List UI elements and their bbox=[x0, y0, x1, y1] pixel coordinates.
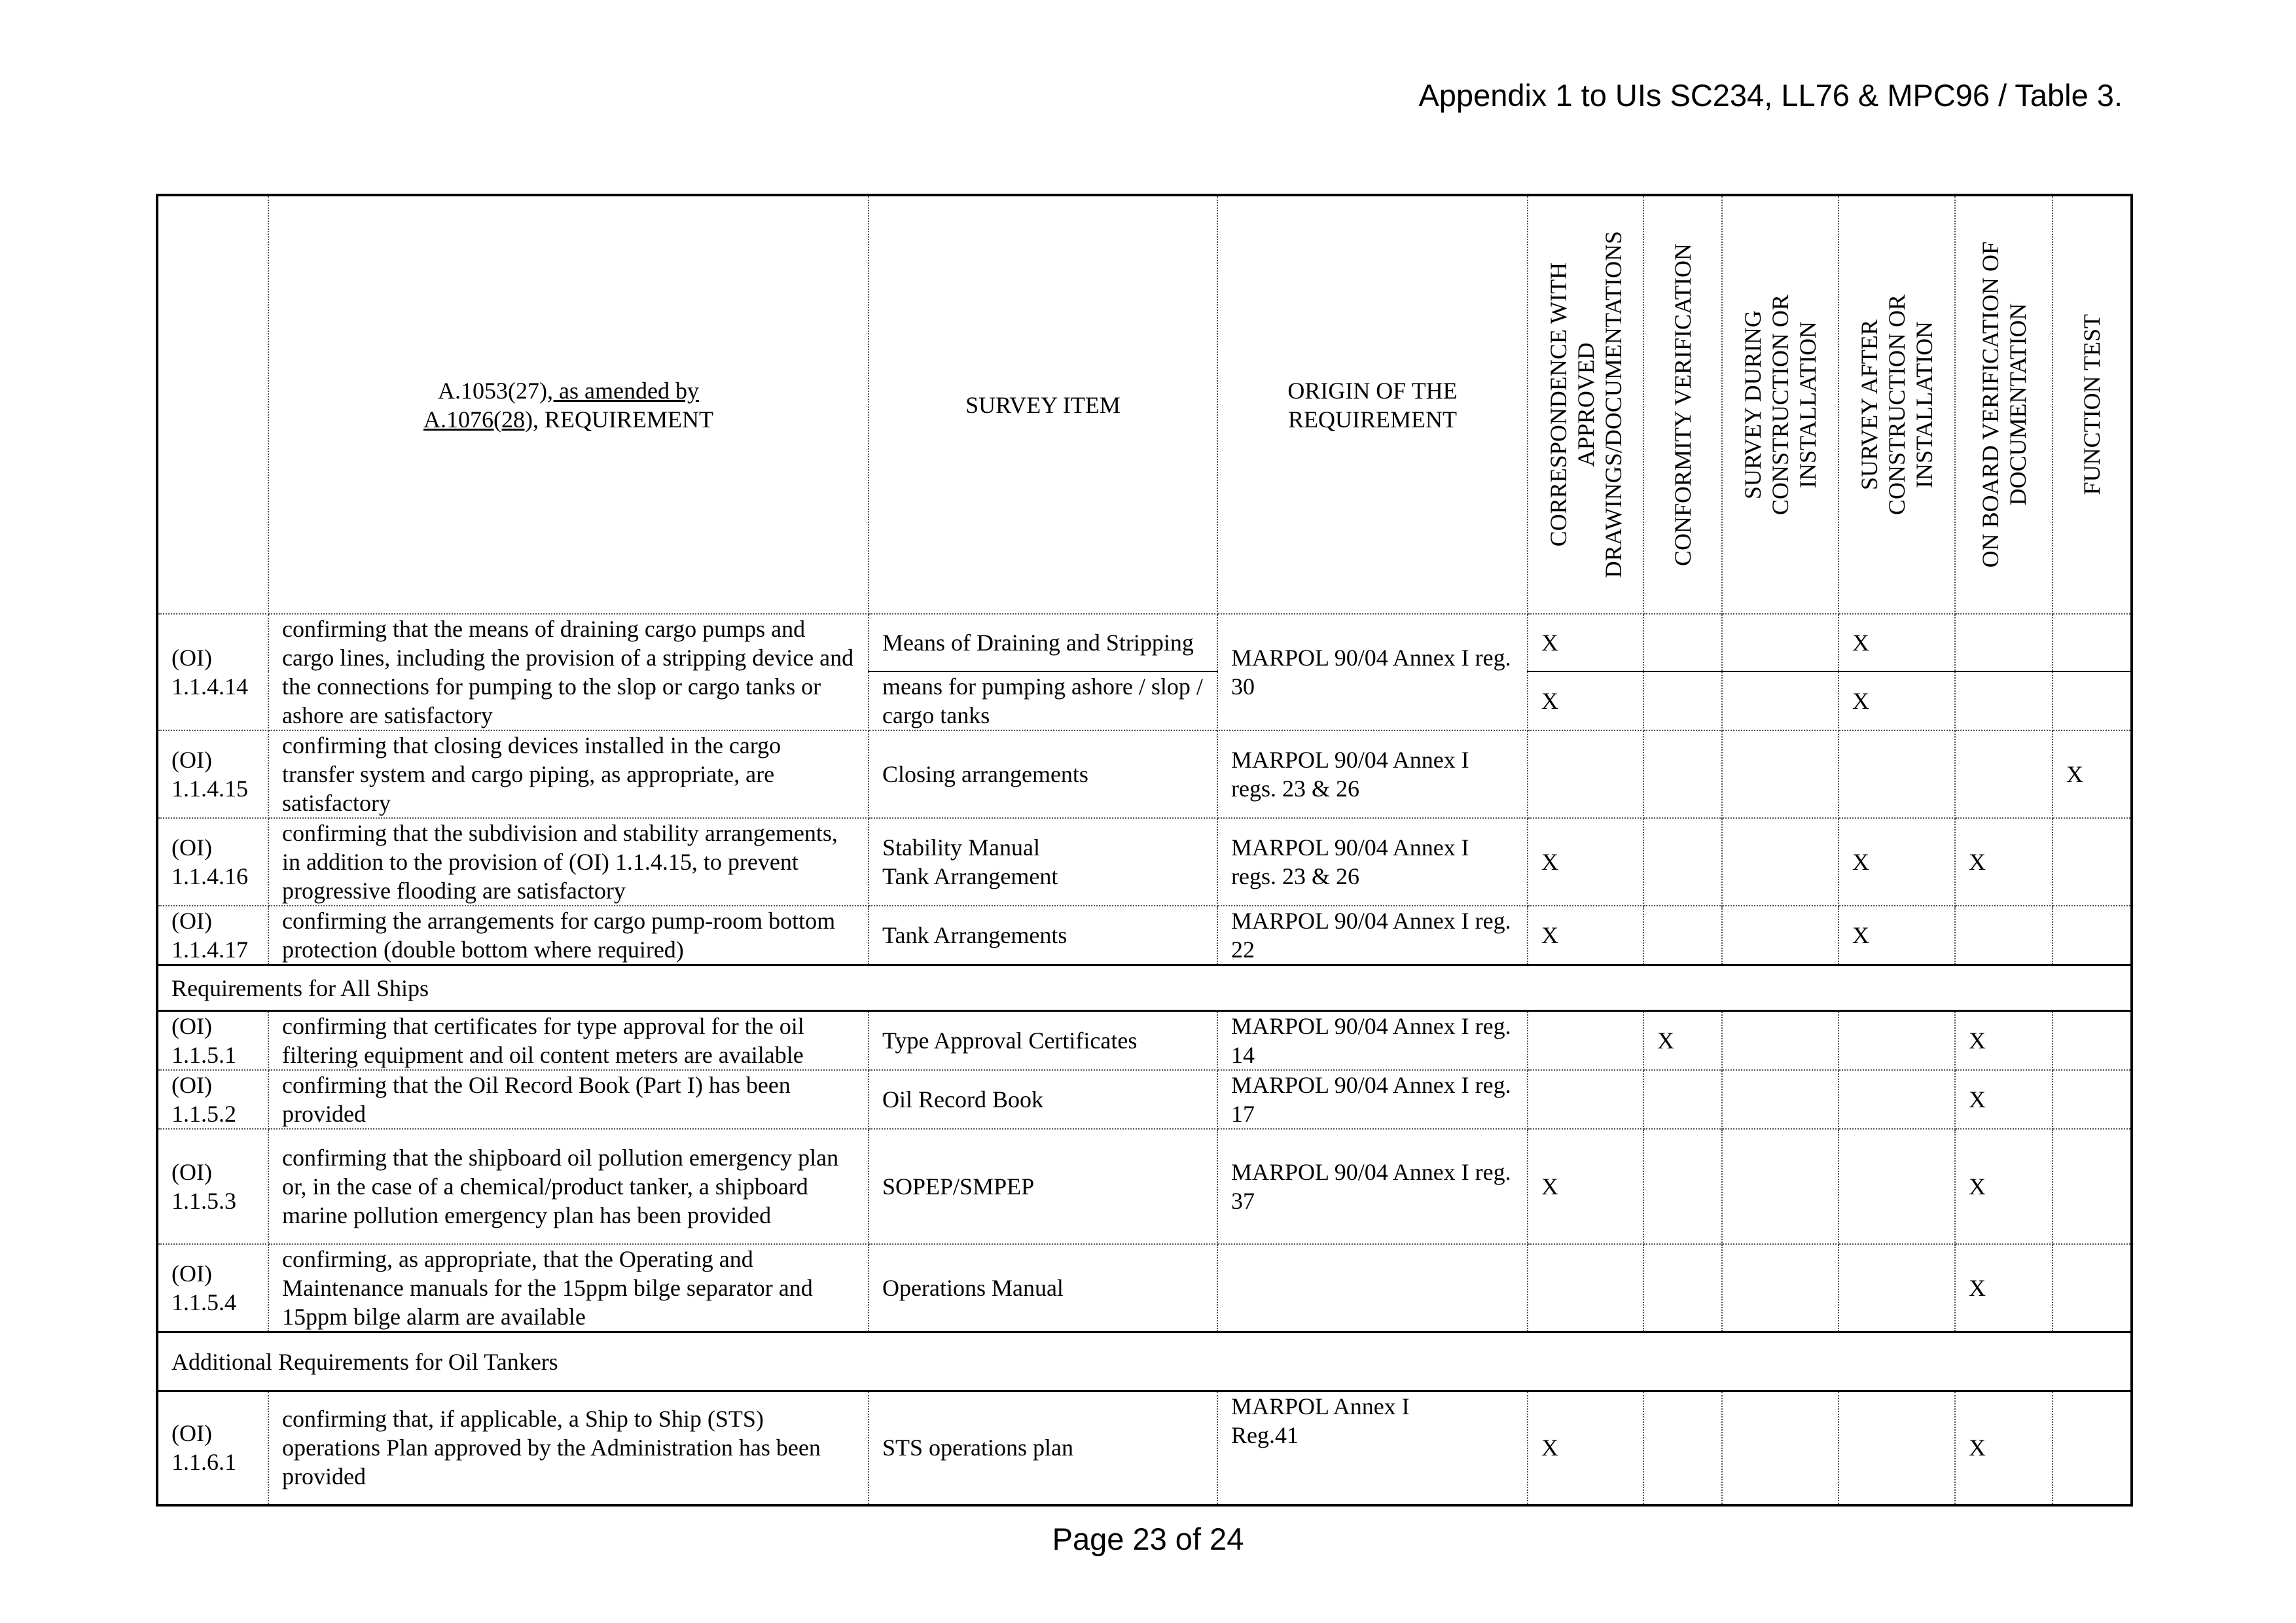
origin-header: ORIGIN OF THE REQUIREMENT bbox=[1217, 195, 1528, 614]
mark-cell bbox=[1643, 1129, 1722, 1244]
mark-cell bbox=[1643, 614, 1722, 671]
ref-cell: (OI) 1.1.5.3 bbox=[157, 1129, 268, 1244]
origin-cell: MARPOL 90/04 Annex I reg. 37 bbox=[1217, 1129, 1528, 1244]
mark-cell: X bbox=[1839, 671, 1955, 730]
mark-cell bbox=[1722, 671, 1839, 730]
origin-cell: MARPOL 90/04 Annex I regs. 23 & 26 bbox=[1217, 730, 1528, 818]
mark-cell bbox=[1722, 1391, 1839, 1505]
ref-cell: (OI) 1.1.5.1 bbox=[157, 1011, 268, 1071]
survey-item-cell: Means of Draining and Stripping bbox=[869, 614, 1217, 671]
origin-cell: MARPOL Annex I Reg.41 bbox=[1217, 1391, 1528, 1505]
survey-item-cell: Stability Manual Tank Arrangement bbox=[869, 818, 1217, 906]
mark-cell: X bbox=[1955, 1244, 2053, 1332]
section-row bbox=[157, 965, 2132, 1011]
section-row bbox=[157, 1332, 2132, 1391]
mark-cell bbox=[1722, 730, 1839, 818]
survey-item-cell: Type Approval Certificates bbox=[869, 1011, 1217, 1071]
mark-cell bbox=[2053, 614, 2132, 671]
mark-cell bbox=[1528, 730, 1643, 818]
ref-header bbox=[157, 195, 268, 614]
survey-item-cell: Closing arrangements bbox=[869, 730, 1217, 818]
mark-cell bbox=[1839, 1070, 1955, 1129]
requirement-cell: confirming that closing devices installed in the cargo transfer system and cargo piping, as appropriate, are satisfactory bbox=[268, 730, 869, 818]
mark-cell bbox=[1839, 730, 1955, 818]
survey-requirements-table bbox=[156, 194, 2133, 1507]
mark-cell bbox=[2053, 1070, 2132, 1129]
mark-cell bbox=[1528, 1011, 1643, 1071]
mark-cell bbox=[1722, 1070, 1839, 1129]
mark-cell bbox=[1722, 1129, 1839, 1244]
survey-during-header: SURVEY DURING CONSTRUCTION OR INSTALLATION bbox=[1722, 195, 1839, 614]
section-title-oil-tankers: Additional Requirements for Oil Tankers bbox=[157, 1332, 2132, 1391]
table-row bbox=[157, 1070, 2132, 1129]
page-header: Appendix 1 to UIs SC234, LL76 & MPC96 / Table 3. bbox=[1418, 78, 2123, 113]
mark-cell bbox=[1643, 671, 1722, 730]
survey-item-cell: Oil Record Book bbox=[869, 1070, 1217, 1129]
mark-cell bbox=[1722, 1244, 1839, 1332]
mark-cell: X bbox=[1528, 671, 1643, 730]
function-test-header: FUNCTION TEST bbox=[2053, 195, 2132, 614]
origin-cell: MARPOL 90/04 Annex I reg. 14 bbox=[1217, 1011, 1528, 1071]
survey-item-cell: means for pumping ashore / slop / cargo tanks bbox=[869, 671, 1217, 730]
mark-cell bbox=[1722, 614, 1839, 671]
mark-cell: X bbox=[2053, 730, 2132, 818]
mark-cell: X bbox=[1955, 1129, 2053, 1244]
table-row bbox=[157, 906, 2132, 965]
survey-item-cell: Tank Arrangements bbox=[869, 906, 1217, 965]
mark-cell: X bbox=[1528, 906, 1643, 965]
ref-cell: (OI) 1.1.4.17 bbox=[157, 906, 268, 965]
ref-cell: (OI) 1.1.4.14 bbox=[157, 614, 268, 730]
section-title-all-ships: Requirements for All Ships bbox=[157, 965, 2132, 1011]
mark-cell bbox=[2053, 1011, 2132, 1071]
mark-cell bbox=[1955, 614, 2053, 671]
mark-cell: X bbox=[1528, 818, 1643, 906]
survey-after-header: SURVEY AFTER CONSTRUCTION OR INSTALLATION bbox=[1839, 195, 1955, 614]
table-row bbox=[157, 1129, 2132, 1244]
mark-cell bbox=[1839, 1391, 1955, 1505]
mark-cell bbox=[1643, 730, 1722, 818]
table-row bbox=[157, 1244, 2132, 1332]
mark-cell bbox=[1643, 1244, 1722, 1332]
mark-cell bbox=[1955, 730, 2053, 818]
table-header-row bbox=[157, 195, 2132, 614]
origin-cell: MARPOL 90/04 Annex I reg. 30 bbox=[1217, 614, 1528, 730]
mark-cell: X bbox=[1643, 1011, 1722, 1071]
requirement-cell: confirming the arrangements for cargo pump-room bottom protection (double bottom where required) bbox=[268, 906, 869, 965]
mark-cell bbox=[1955, 906, 2053, 965]
mark-cell: X bbox=[1955, 1391, 2053, 1505]
table-row bbox=[157, 1011, 2132, 1071]
mark-cell bbox=[2053, 906, 2132, 965]
requirement-cell: confirming that certificates for type approval for the oil filtering equipment and oil content meters are available bbox=[268, 1011, 869, 1071]
mark-cell bbox=[2053, 1391, 2132, 1505]
requirement-cell: confirming that the Oil Record Book (Part I) has been provided bbox=[268, 1070, 869, 1129]
table-row bbox=[157, 730, 2132, 818]
ref-cell: (OI) 1.1.5.2 bbox=[157, 1070, 268, 1129]
mark-cell bbox=[1643, 1391, 1722, 1505]
mark-cell bbox=[1839, 1244, 1955, 1332]
mark-cell bbox=[1643, 906, 1722, 965]
table-row bbox=[157, 614, 2132, 671]
survey-item-header: SURVEY ITEM bbox=[869, 195, 1217, 614]
requirement-cell: confirming, as appropriate, that the Operating and Maintenance manuals for the 15ppm bilge separator and 15ppm bilge alarm are available bbox=[268, 1244, 869, 1332]
mark-cell bbox=[1839, 1129, 1955, 1244]
mark-cell bbox=[1528, 1244, 1643, 1332]
mark-cell bbox=[2053, 671, 2132, 730]
survey-item-cell: Operations Manual bbox=[869, 1244, 1217, 1332]
mark-cell: X bbox=[1528, 1129, 1643, 1244]
mark-cell bbox=[1643, 1070, 1722, 1129]
mark-cell bbox=[2053, 1244, 2132, 1332]
requirement-header: A.1053(27), as amended by A.1076(28), REQUIREMENT bbox=[268, 195, 869, 614]
page-footer: Page 23 of 24 bbox=[1052, 1522, 1244, 1556]
ref-cell: (OI) 1.1.4.15 bbox=[157, 730, 268, 818]
survey-item-cell: STS operations plan bbox=[869, 1391, 1217, 1505]
requirement-cell: confirming that the means of draining cargo pumps and cargo lines, including the provision of a stripping device and the connections for pumping to the slop or cargo tanks or ashore are satisfactory bbox=[268, 614, 869, 730]
mark-cell bbox=[1839, 1011, 1955, 1071]
correspondence-header: CORRESPONDENCE WITH APPROVED DRAWINGS/DOCUMENTATIONS bbox=[1528, 195, 1643, 614]
ref-cell: (OI) 1.1.4.16 bbox=[157, 818, 268, 906]
mark-cell bbox=[1722, 906, 1839, 965]
mark-cell bbox=[1528, 1070, 1643, 1129]
table-row bbox=[157, 1391, 2132, 1505]
mark-cell: X bbox=[1839, 906, 1955, 965]
mark-cell bbox=[1722, 818, 1839, 906]
requirement-cell: confirming that, if applicable, a Ship to Ship (STS) operations Plan approved by the Administration has been provided bbox=[268, 1391, 869, 1505]
mark-cell bbox=[1643, 818, 1722, 906]
origin-cell bbox=[1217, 1244, 1528, 1332]
ref-cell: (OI) 1.1.5.4 bbox=[157, 1244, 268, 1332]
mark-cell bbox=[1955, 671, 2053, 730]
mark-cell: X bbox=[1955, 1070, 2053, 1129]
mark-cell: X bbox=[1839, 818, 1955, 906]
mark-cell: X bbox=[1528, 1391, 1643, 1505]
mark-cell bbox=[2053, 1129, 2132, 1244]
mark-cell: X bbox=[1839, 614, 1955, 671]
mark-cell: X bbox=[1955, 818, 2053, 906]
requirement-cell: confirming that the subdivision and stability arrangements, in addition to the provision of (OI) 1.1.4.15, to prevent progressive flooding are satisfactory bbox=[268, 818, 869, 906]
conformity-header: CONFORMITY VERIFICATION bbox=[1643, 195, 1722, 614]
mark-cell: X bbox=[1955, 1011, 2053, 1071]
mark-cell bbox=[1722, 1011, 1839, 1071]
ref-cell: (OI) 1.1.6.1 bbox=[157, 1391, 268, 1505]
origin-cell: MARPOL 90/04 Annex I reg. 17 bbox=[1217, 1070, 1528, 1129]
origin-cell: MARPOL 90/04 Annex I regs. 23 & 26 bbox=[1217, 818, 1528, 906]
mark-cell bbox=[2053, 818, 2132, 906]
onboard-header: ON BOARD VERIFICATION OF DOCUMENTATION bbox=[1955, 195, 2053, 614]
survey-item-cell: SOPEP/SMPEP bbox=[869, 1129, 1217, 1244]
mark-cell: X bbox=[1528, 614, 1643, 671]
requirement-cell: confirming that the shipboard oil pollution emergency plan or, in the case of a chemical/product tanker, a shipboard marine pollution emergency plan has been provided bbox=[268, 1129, 869, 1244]
table-row bbox=[157, 818, 2132, 906]
origin-cell: MARPOL 90/04 Annex I reg. 22 bbox=[1217, 906, 1528, 965]
